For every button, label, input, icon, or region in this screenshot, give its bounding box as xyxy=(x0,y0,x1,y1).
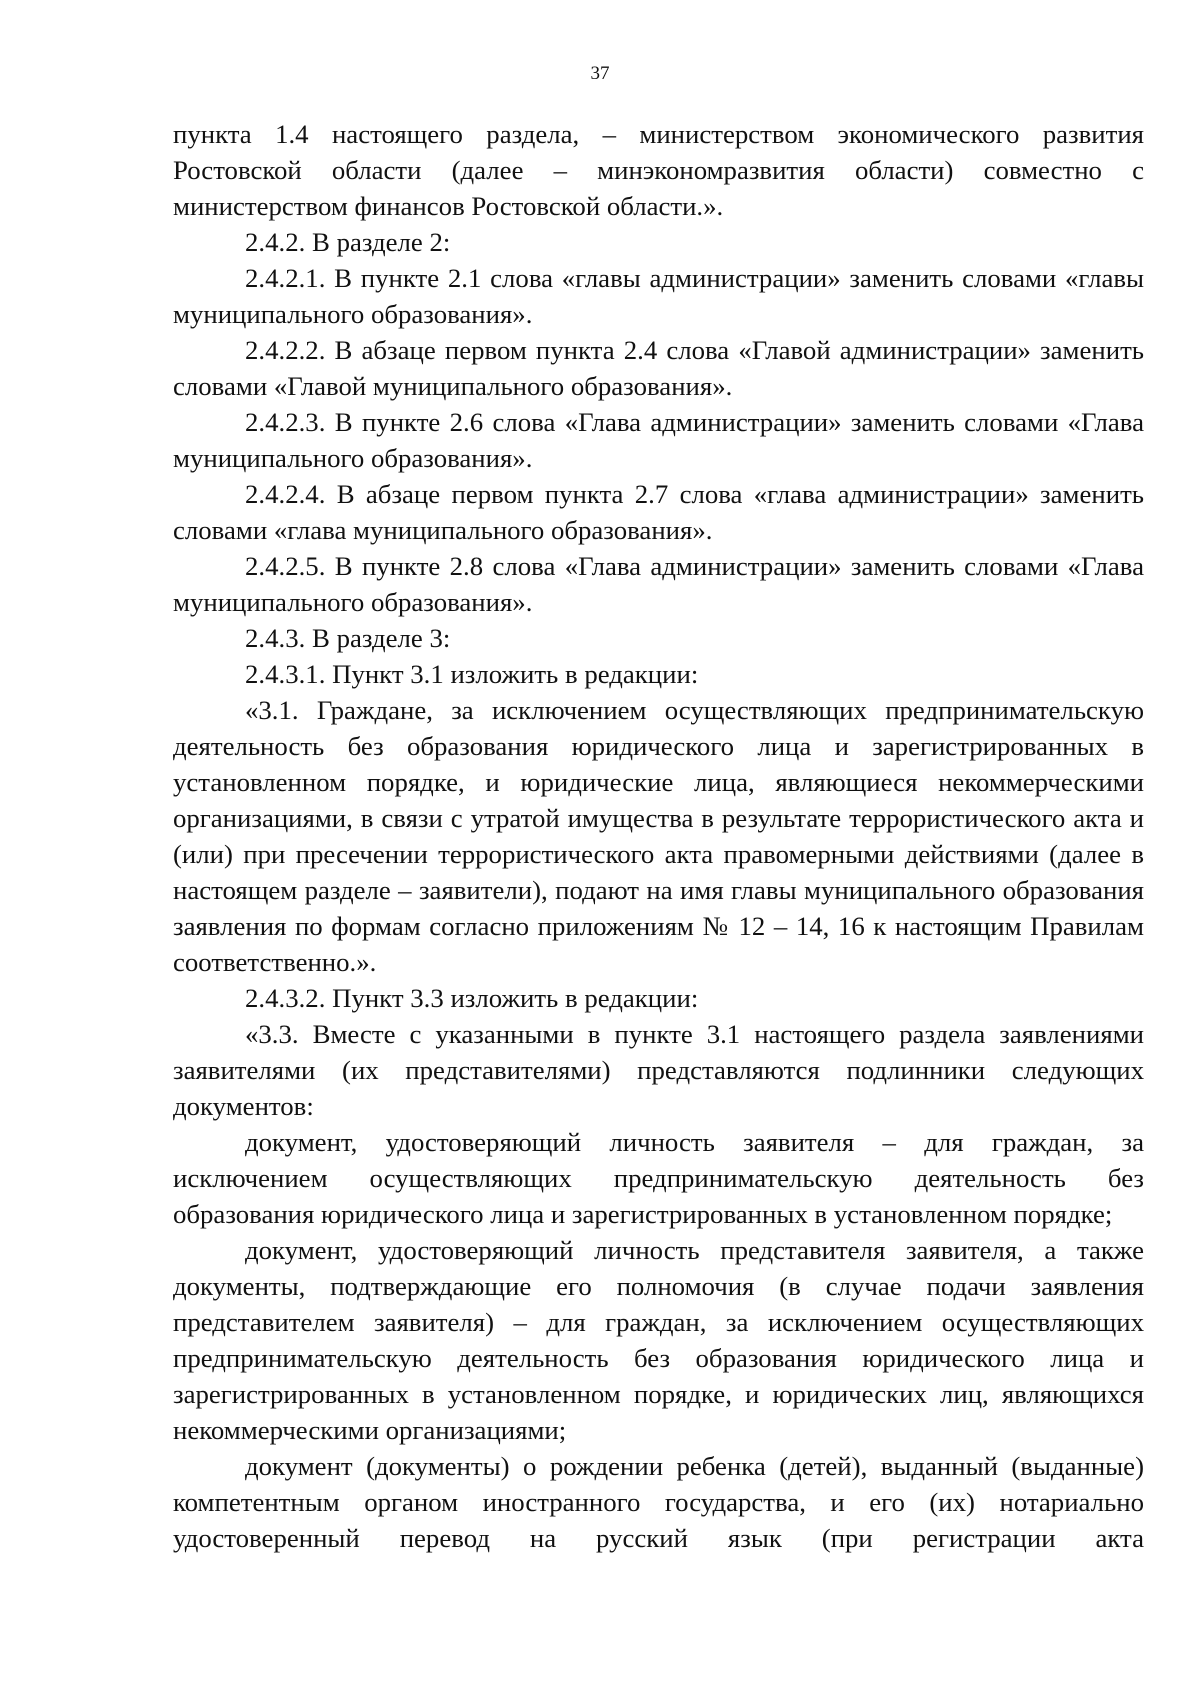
document-body xyxy=(173,116,1144,1556)
paragraph-10: «3.1. Граждане, за исключением осуществляющих предпринимательскую деятельность без образования юридического лица и зарегистрированных в установленном порядке, и юридические лица, являющиеся некоммерческими организациями, в связи с утратой имущества в результате террористического акта и (или) при пресечении террористического акта правомерными действиями (далее в настоящем разделе – заявители), подают на имя главы муниципального образования заявления по формам согласно приложениям № 12 – 14, 16 к настоящим Правилам соответственно.». xyxy=(173,695,1144,977)
paragraph-13: документ, удостоверяющий личность заявителя – для граждан, за исключением осуществляющих предпринимательскую деятельность без образования юридического лица и зарегистрированных в установленном порядке; xyxy=(173,1127,1144,1229)
paragraph-8: 2.4.3. В разделе 3: xyxy=(245,623,451,653)
paragraph-4: 2.4.2.2. В абзаце первом пункта 2.4 слова «Главой администрации» заменить словами «Главой муниципального образования». xyxy=(173,335,1144,401)
paragraph-3: 2.4.2.1. В пункте 2.1 слова «главы администрации» заменить словами «главы муниципального образования». xyxy=(173,263,1144,329)
paragraph-1: пункта 1.4 настоящего раздела, – министерством экономического развития Ростовской области (далее – минэкономразвития области) совместно с министерством финансов Ростовской области.». xyxy=(173,119,1144,221)
paragraph-2: 2.4.2. В разделе 2: xyxy=(245,227,451,257)
paragraph-15: документ (документы) о рождении ребенка (детей), выданный (выданные) компетентным органом иностранного государства, и его (их) нотариально удостоверенный перевод на русский язык (при регистрации акта xyxy=(173,1451,1144,1553)
paragraph-6: 2.4.2.4. В абзаце первом пункта 2.7 слова «глава администрации» заменить словами «глава муниципального образования». xyxy=(173,479,1144,545)
paragraph-14: документ, удостоверяющий личность представителя заявителя, а также документы, подтверждающие его полномочия (в случае подачи заявления представителем заявителя) – для граждан, за исключением осуществляющих предпринимательскую деятельность без образования юридического лица и зарегистрированных в установленном порядке, и юридических лиц, являющихся некоммерческими организациями; xyxy=(173,1235,1144,1445)
paragraph-5: 2.4.2.3. В пункте 2.6 слова «Глава администрации» заменить словами «Глава муниципального образования». xyxy=(173,407,1144,473)
paragraph-7: 2.4.2.5. В пункте 2.8 слова «Глава администрации» заменить словами «Глава муниципального образования». xyxy=(173,551,1144,617)
paragraph-12: «3.3. Вместе с указанными в пункте 3.1 настоящего раздела заявлениями заявителями (их представителями) представляются подлинники следующих документов: xyxy=(173,1019,1144,1121)
paragraph-11: 2.4.3.2. Пункт 3.3 изложить в редакции: xyxy=(245,983,699,1013)
page-number: 37 xyxy=(590,63,610,84)
paragraph-9: 2.4.3.1. Пункт 3.1 изложить в редакции: xyxy=(245,659,699,689)
